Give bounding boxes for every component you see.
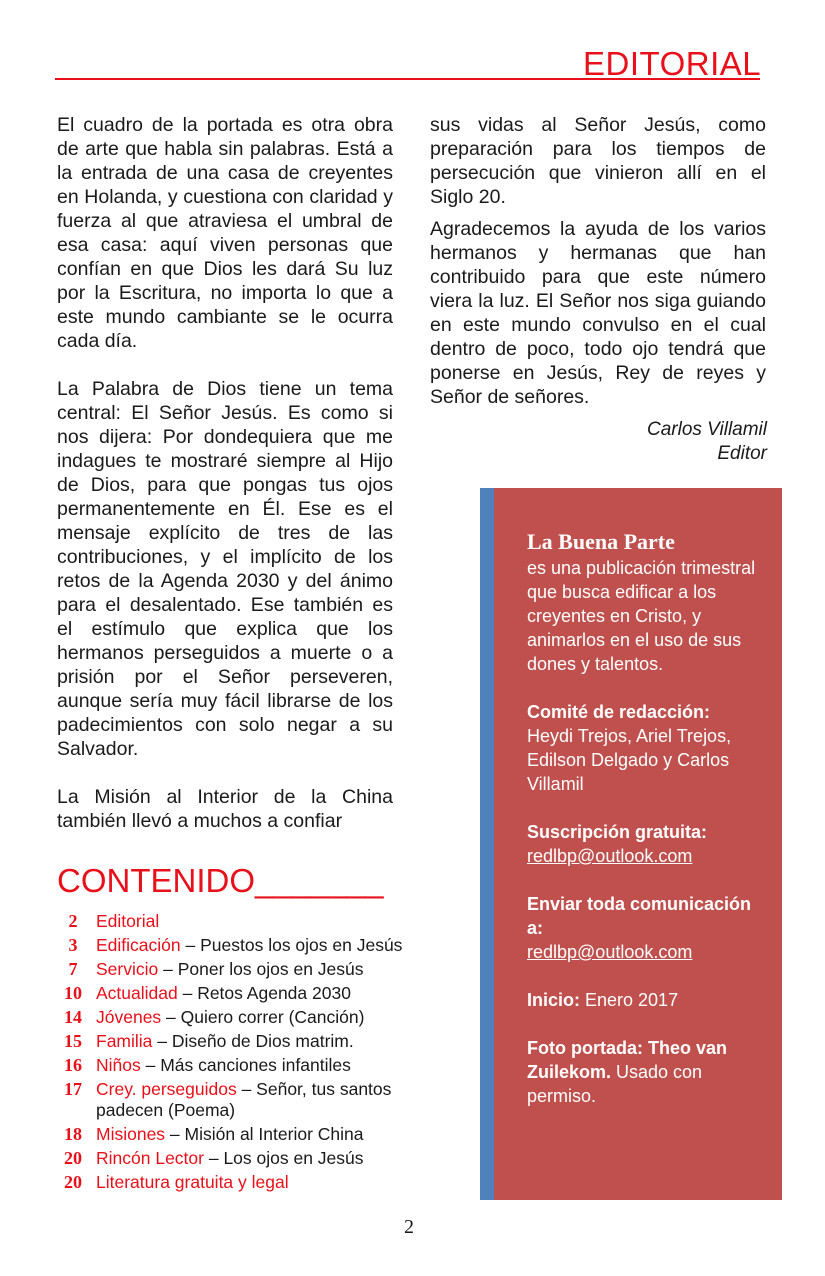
contents-section: Crey. perseguidos <box>96 1079 237 1099</box>
contents-title-text: – Diseño de Dios matrim. <box>152 1031 354 1051</box>
page-number: 2 <box>404 1216 414 1238</box>
contents-item[interactable] <box>50 1079 410 1121</box>
contents-title-text: – Los ojos en Jesús <box>203 1148 364 1168</box>
contents-page-number: 20 <box>64 1148 82 1168</box>
editorial-left-column <box>57 113 393 833</box>
contents-section: Niños <box>96 1055 141 1075</box>
contents-page-number: 16 <box>64 1055 82 1075</box>
contents-title-text: – Más canciones infantiles <box>140 1055 351 1075</box>
contact-email-link[interactable]: redlbp@outlook.com <box>527 942 693 962</box>
contact-block <box>527 892 767 964</box>
contact-label: Enviar toda comunicación a: <box>527 894 752 938</box>
contents-page-number: 14 <box>64 1007 82 1027</box>
start-block <box>527 988 767 1012</box>
subscription-email-link[interactable]: redlbp@outlook.com <box>527 846 693 866</box>
contents-item[interactable] <box>50 1124 410 1145</box>
committee-names: Heydi Trejos, Ariel Trejos, Edilson Delgado y Carlos Villamil <box>527 726 732 794</box>
contents-page-number: 3 <box>68 935 78 955</box>
contents-title: CONTENIDO_______ <box>57 862 384 899</box>
signature-role: Editor <box>717 443 767 464</box>
contents-section: Jóvenes <box>96 1007 162 1027</box>
contents-page-number: 18 <box>64 1124 82 1144</box>
contents-section: Rincón Lector <box>96 1148 204 1168</box>
page-title: EDITORIAL <box>583 45 762 82</box>
signature-name: Carlos Villamil <box>646 419 767 440</box>
sidebar-description-block <box>527 528 767 676</box>
contents-section: Literatura gratuita y legal <box>96 1172 289 1192</box>
contents-item[interactable] <box>50 935 410 956</box>
publication-name: La Buena Parte <box>527 529 675 554</box>
contents-item[interactable] <box>50 1007 410 1028</box>
committee-label: Comité de redacción: <box>527 702 711 722</box>
editorial-right-column <box>430 113 766 409</box>
contents-title-text: – Señor, tus santos padecen (Poema) <box>96 1079 392 1120</box>
editorial-paragraph: La Palabra de Dios tiene un tema central: El Señor Jesús. Es como si nos dijera: Por dondequiera que me indagues te mostraré siempre al Hijo de Dios, para que pongas tus ojos permanentemente en Él. Ese es el mensaje explícito de tres de las contribuciones, y el implícito de los retos de la Agenda 2030 y del ánimo para el desalentado. Ese también es el estímulo que explica que los hermanos perseguidos a muerte o a prisión por el Señor perseveren, aunque sería muy fácil librarse de los padecimientos con solo negar a su Salvador. <box>57 378 393 760</box>
sidebar-content <box>527 528 767 1132</box>
subscription-block <box>527 820 767 868</box>
contents-item[interactable] <box>50 911 410 932</box>
contents-section: Familia <box>96 1031 153 1051</box>
contents-item[interactable] <box>50 1172 410 1193</box>
contents-title-text: – Retos Agenda 2030 <box>177 983 351 1003</box>
contents-item[interactable] <box>50 959 410 980</box>
contents-list <box>50 911 410 1193</box>
photo-credit-block <box>527 1036 767 1108</box>
contents-page-number: 7 <box>68 959 78 979</box>
contents-title-text: – Poner los ojos en Jesús <box>158 959 364 979</box>
contents-page-number: 20 <box>64 1172 82 1192</box>
contents-section: Edificación <box>96 935 181 955</box>
contents-item[interactable] <box>50 1148 410 1169</box>
contents-item[interactable] <box>50 983 410 1004</box>
contents-title-text: – Misión al Interior China <box>165 1124 364 1144</box>
contents-section: Misiones <box>96 1124 166 1144</box>
publication-description: es una publicación trimestral que busca edificar a los creyentes en Cristo, y animarlos en el uso de sus dones y talentos. <box>527 558 756 674</box>
committee-block <box>527 700 767 796</box>
contents-section: Editorial <box>96 911 160 931</box>
editorial-paragraph: El cuadro de la portada es otra obra de arte que habla sin palabras. Está a la entrada de una casa de creyentes en Holanda, y cuestiona con claridad y fuerza al que atraviesa el umbral de esa casa: aquí viven personas que confían en que Dios les dará Su luz por la Escritura, no importa lo que a este mundo cambiante se le ocurra cada día. <box>57 114 393 352</box>
editorial-paragraph: La Misión al Interior de la China también llevó a muchos a confiar <box>57 786 393 832</box>
editorial-paragraph: Agradecemos la ayuda de los varios hermanos y hermanas que han contribuido para que este número viera la luz. El Señor nos siga guiando en este mundo convulso en el cual dentro de poco, todo ojo tendrá que ponerse en Jesús, Rey de reyes y Señor de señores. <box>430 218 766 408</box>
contents-page-number: 15 <box>64 1031 82 1051</box>
photo-credit-label: Foto portada: Theo van Zuilekom. <box>527 1038 727 1082</box>
contents-page-number: 2 <box>68 911 78 931</box>
contents-section: Actualidad <box>96 983 178 1003</box>
editorial-paragraph: sus vidas al Señor Jesús, como preparación para los tiempos de persecución que vinieron allí en el Siglo 20. <box>430 114 766 208</box>
contents-title-text: – Quiero correr (Canción) <box>161 1007 365 1027</box>
photo-credit-value: Usado con permiso. <box>527 1062 703 1106</box>
contents-title-text: – Puestos los ojos en Jesús <box>180 935 403 955</box>
contents-item[interactable] <box>50 1031 410 1052</box>
contents-section: Servicio <box>96 959 159 979</box>
contents-item[interactable] <box>50 1055 410 1076</box>
start-value: Enero 2017 <box>580 990 679 1010</box>
start-label: Inicio: <box>527 990 580 1010</box>
contents-page-number: 10 <box>64 983 82 1003</box>
contents-page-number: 17 <box>64 1079 82 1099</box>
subscription-label: Suscripción gratuita: <box>527 822 708 842</box>
signature <box>467 418 767 466</box>
